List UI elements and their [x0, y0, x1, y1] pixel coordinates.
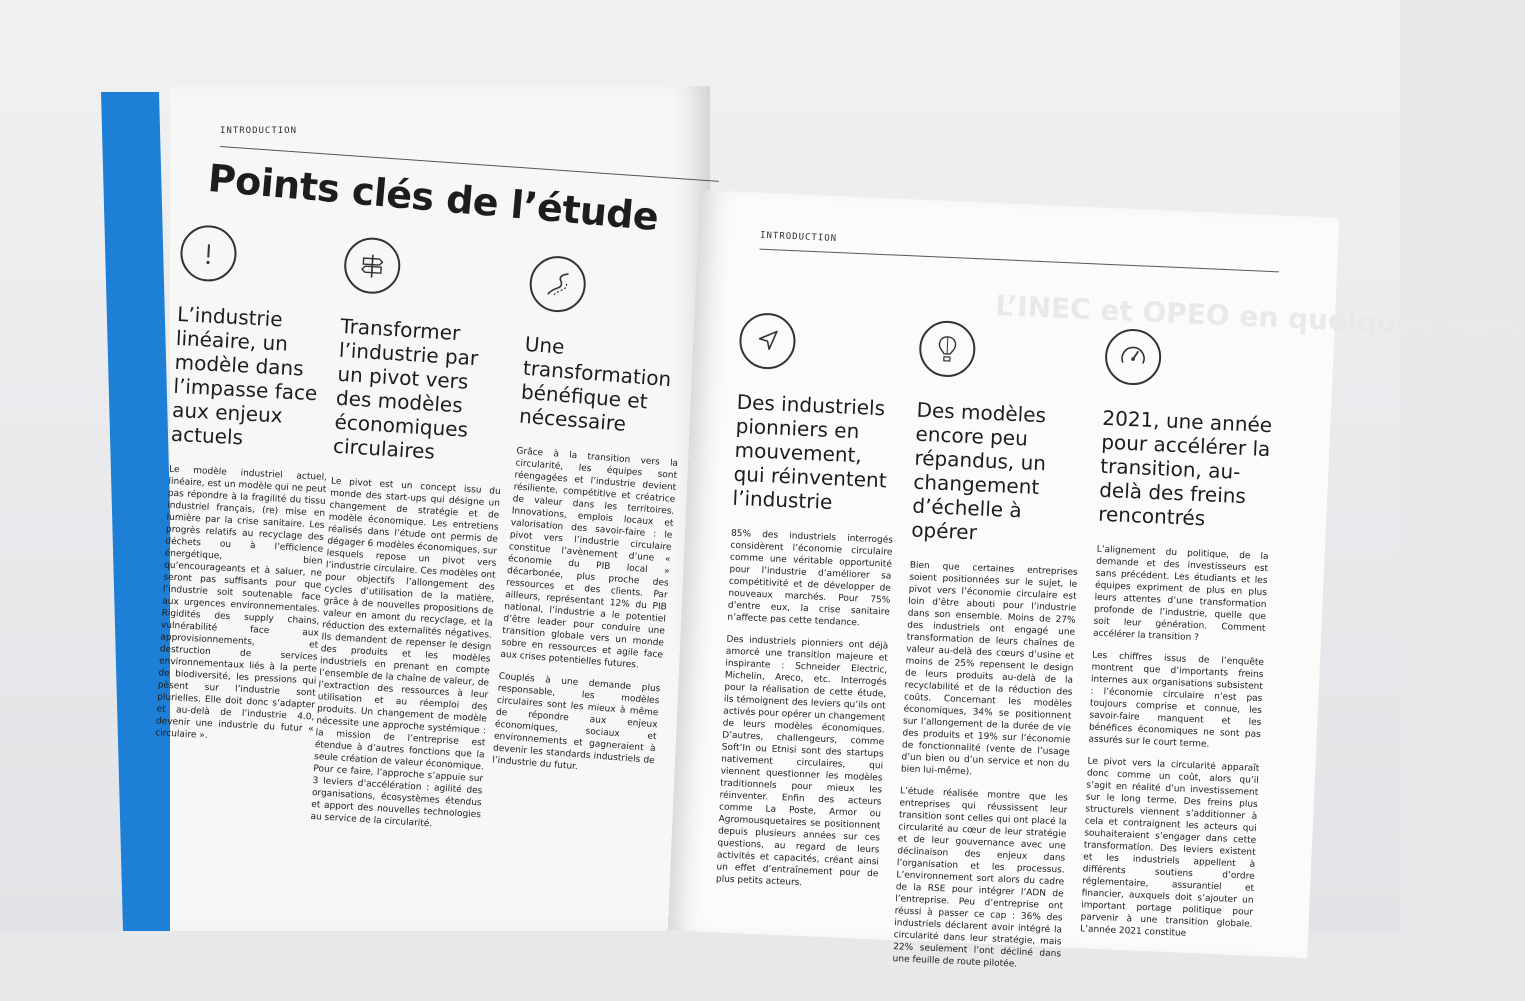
header-rule — [759, 249, 1279, 273]
body-paragraph: Le pivot est un concept issu du monde des start-ups qui désigne un changement de stratégie et de modèle économique. Les entretiens réalisés dans l’étude ont permis de dégager 6 modèles économiques, sur lesquels repose un pivot vers l’industrie circulaire. Ces modèles ont pour objectifs l’allongement des cycles d’utilisation de la matière, grâce à de nouvelles propositions de valeur en amont du recyclage, et la réduction des externalités négatives. Ils demandent de repenser le design des produits et les modèles industriels en prenant en compte l’ensemble de la chaîne de valeur, de l’extraction des ressources à leur utilisation et au réemploi des produits. Un changement de modèle nécessite une approche systémique : la mission de l’entreprise est étendue à d’autres fonctions que la seule création de valeur économique. Pour ce faire, l’approche s’appuie sur 3 leviers d’accélération : agilité des organisations, écosystèmes étendus et apport des nouvelles technologies au service de la circularité. — [310, 476, 501, 830]
running-head: INTRODUCTION — [759, 230, 838, 245]
left-page — [155, 86, 710, 931]
speedometer-icon — [1104, 328, 1162, 386]
body-paragraph: L’étude réalisée montre que les entreprises qui réussissent leur transition sont celles qui ont placé la circularité au cœur de leur stratégie et de leur gouvernance avec une déclinaison des enjeux dans l’organisation et les processus. L’environnement sort alors du cadre de la RSE pour intégrer l’ADN de l’entreprise. Peu d’entreprise ont réussi à passer ce cap : 36% des industriels déclarent avoir intégré la circularité dans leur stratégie, mais 22% seulement l’ont décliné dans une feuille de route pilotée. — [892, 786, 1069, 970]
column-title: 2021, une année pour accélérer la transition, au-delà des freins rencontrés — [1097, 405, 1273, 531]
column-body — [155, 464, 327, 748]
key-point-column-1 — [154, 224, 339, 758]
exclamation-icon — [179, 224, 238, 283]
page-title: Points clés de l’étude — [206, 156, 661, 240]
key-point-column-6 — [1079, 328, 1278, 953]
ghost-title: L’INEC et OPEO en quelques mots — [994, 289, 1521, 345]
navigation-arrow-icon — [738, 312, 796, 370]
signpost-icon — [343, 236, 402, 295]
key-point-column-2 — [309, 236, 515, 843]
body-paragraph: Grâce à la transition vers la circularité, les équipes sont réengagées et l’industrie devient résiliente, compétitive et créatrice de valeur dans les territoires. Innovations, emplois locaux et valorisation des savoir-faire : le pivot vers l’industrie circulaire constitue l’avènement d’une « économie du PIB local » décarbonée, plus proche des ressources et des clients. Par ailleurs, représentant 12% du PIB national, l’industrie a le potentiel d’être leader pour conduire une transition globale vers un monde sobre en ressources et agile face aux crises potentielles futures. — [500, 446, 679, 671]
body-paragraph: L’alignement du politique, de la demande et des investisseurs est sans précédent. Les étudiants et les équipes expriment de plus en plus leurs attentes d’une transformation profonde de l’industrie, quelle que soit leur génération. Comment accélérer la transition ? — [1092, 544, 1269, 644]
running-head: INTRODUCTION — [220, 126, 298, 136]
column-body — [310, 476, 501, 834]
hot-air-balloon-icon — [918, 320, 976, 378]
column-body — [1080, 544, 1269, 943]
column-title: Des modèles encore peu répandus, un changement d’échelle à opérer — [910, 397, 1047, 545]
body-paragraph: Bien que certaines entreprises soient positionnées sur le sujet, le pivot vers l’économie circulaire est loin d’être abouti pour l’industrie dans son ensemble. Moins de 27% des industriels ont engagé une transformation de leurs chaînes de valeur au-delà des cœurs d’usine et moins de 25% repensent le design de leurs produits au-delà de la recyclabilité et de la réduction des coûts. Concernant les modèles économiques, 34% se positionnent sur l’allongement de la durée de vie des produits et 19% sur l’économie de fonctionnalité (vente de l’usage d’un bien ou d’un service et non du bien lui-même). — [900, 560, 1078, 778]
right-page — [668, 190, 1521, 970]
body-paragraph: Les chiffres issus de l’enquête montrent que d’importants freins internes aux organisations subsistent : l’économie circulaire n’est pas toujours comprise et connue, les savoir-faire manquent et les bénéfices économiques ne sont pas assurés sur le court terme. — [1088, 650, 1265, 750]
body-paragraph: 85% des industriels interrogés considèrent l’économie circulaire comme une véritable opportunité pour l’industrie d’améliorer sa compétitivité et de développer de nouveaux marchés. Pour 75% d’entre eux, la crise sanitaire n’affecte pas cette tendance. — [727, 528, 894, 629]
body-paragraph: Le pivot vers la circularité apparaît donc comme un coût, alors qu’il s’agit en réalité d’un investissement sur le long terme. Des freins plus structurels viennent s’additionner à cela et contraignent les acteurs qui souhaiteraient s’engager dans cette transformation. Des leviers existent et les industriels appellent à différents soutiens d’ordre réglementaire, assurantiel et financier, auxquels doit s’ajouter un important portage politique pour parvenir à une transition globale. L’année 2021 constitue — [1079, 756, 1260, 939]
winding-road-icon — [528, 254, 588, 314]
body-paragraph: Le modèle industriel actuel, linéaire, est un modèle qui ne peut pas répondre à la fragilité du tissu industriel français, (re) mise en lumière par la crise sanitaire. Les progrès relatifs au recyclage des déchets ou à l’efficience énergétique, bien qu’encourageants et à saluer, ne seront pas suffisants pour que l’industrie soit soutenable face aux urgences environnementales. Rigidités des supply chains, vulnérabilité face aux approvisionnements, et destruction de services environnementaux liés à la perte de biodiversité, les pressions qui pèsent sur l’industrie sont plurielles. Elle doit donc s’adapter et au-delà de l’industrie 4.0, devenir une industrie du futur « circulaire ». — [155, 464, 328, 742]
key-point-column-3 — [491, 254, 694, 789]
column-title: Une transformation bénéfique et nécessaire — [518, 331, 673, 436]
body-paragraph: Couplés à une demande plus responsable, les modèles circulaires sont les mieux à même de répondre aux enjeux économiques, sociaux et environnements et gagneraient à devenir les standards industriels de l’industrie du futur. — [491, 671, 661, 773]
column-title: Transformer l’industrie par un pivot vers des modèles économiques circulaires — [332, 313, 479, 464]
column-body — [716, 528, 893, 893]
key-point-column-4 — [715, 312, 902, 903]
body-paragraph: Des industriels pionniers ont déjà amorcé une transition majeure et inspirante : Schneider Electric, Michelin, Areco, etc. Interrogés pour la réalisation de cette étude, ils témoignent des leviers qu’ils ont activés pour opérer un changement de leurs modèles économiques. D’autres, challengeurs, comme Soft’In ou Etnisi sont des startups nativement circulaires, qui viennent questionner les modèles traditionnels pour mieux les réinventer. Enfin des acteurs comme La Poste, Armor ou Agromousquetaires se positionnent depuis plusieurs années sur ces questions, au regard de leurs activités et capacités, créant ainsi un effet d’entraînement pour de plus petits acteurs. — [715, 634, 889, 889]
key-point-column-5 — [892, 320, 1088, 983]
column-title: L’industrie linéaire, un modèle dans l’impasse face aux enjeux actuels — [170, 301, 318, 450]
column-body — [892, 560, 1078, 973]
column-title: Des industriels pionniers en mouvement, qui réinventent l’industrie — [732, 389, 888, 515]
column-body — [492, 445, 679, 779]
